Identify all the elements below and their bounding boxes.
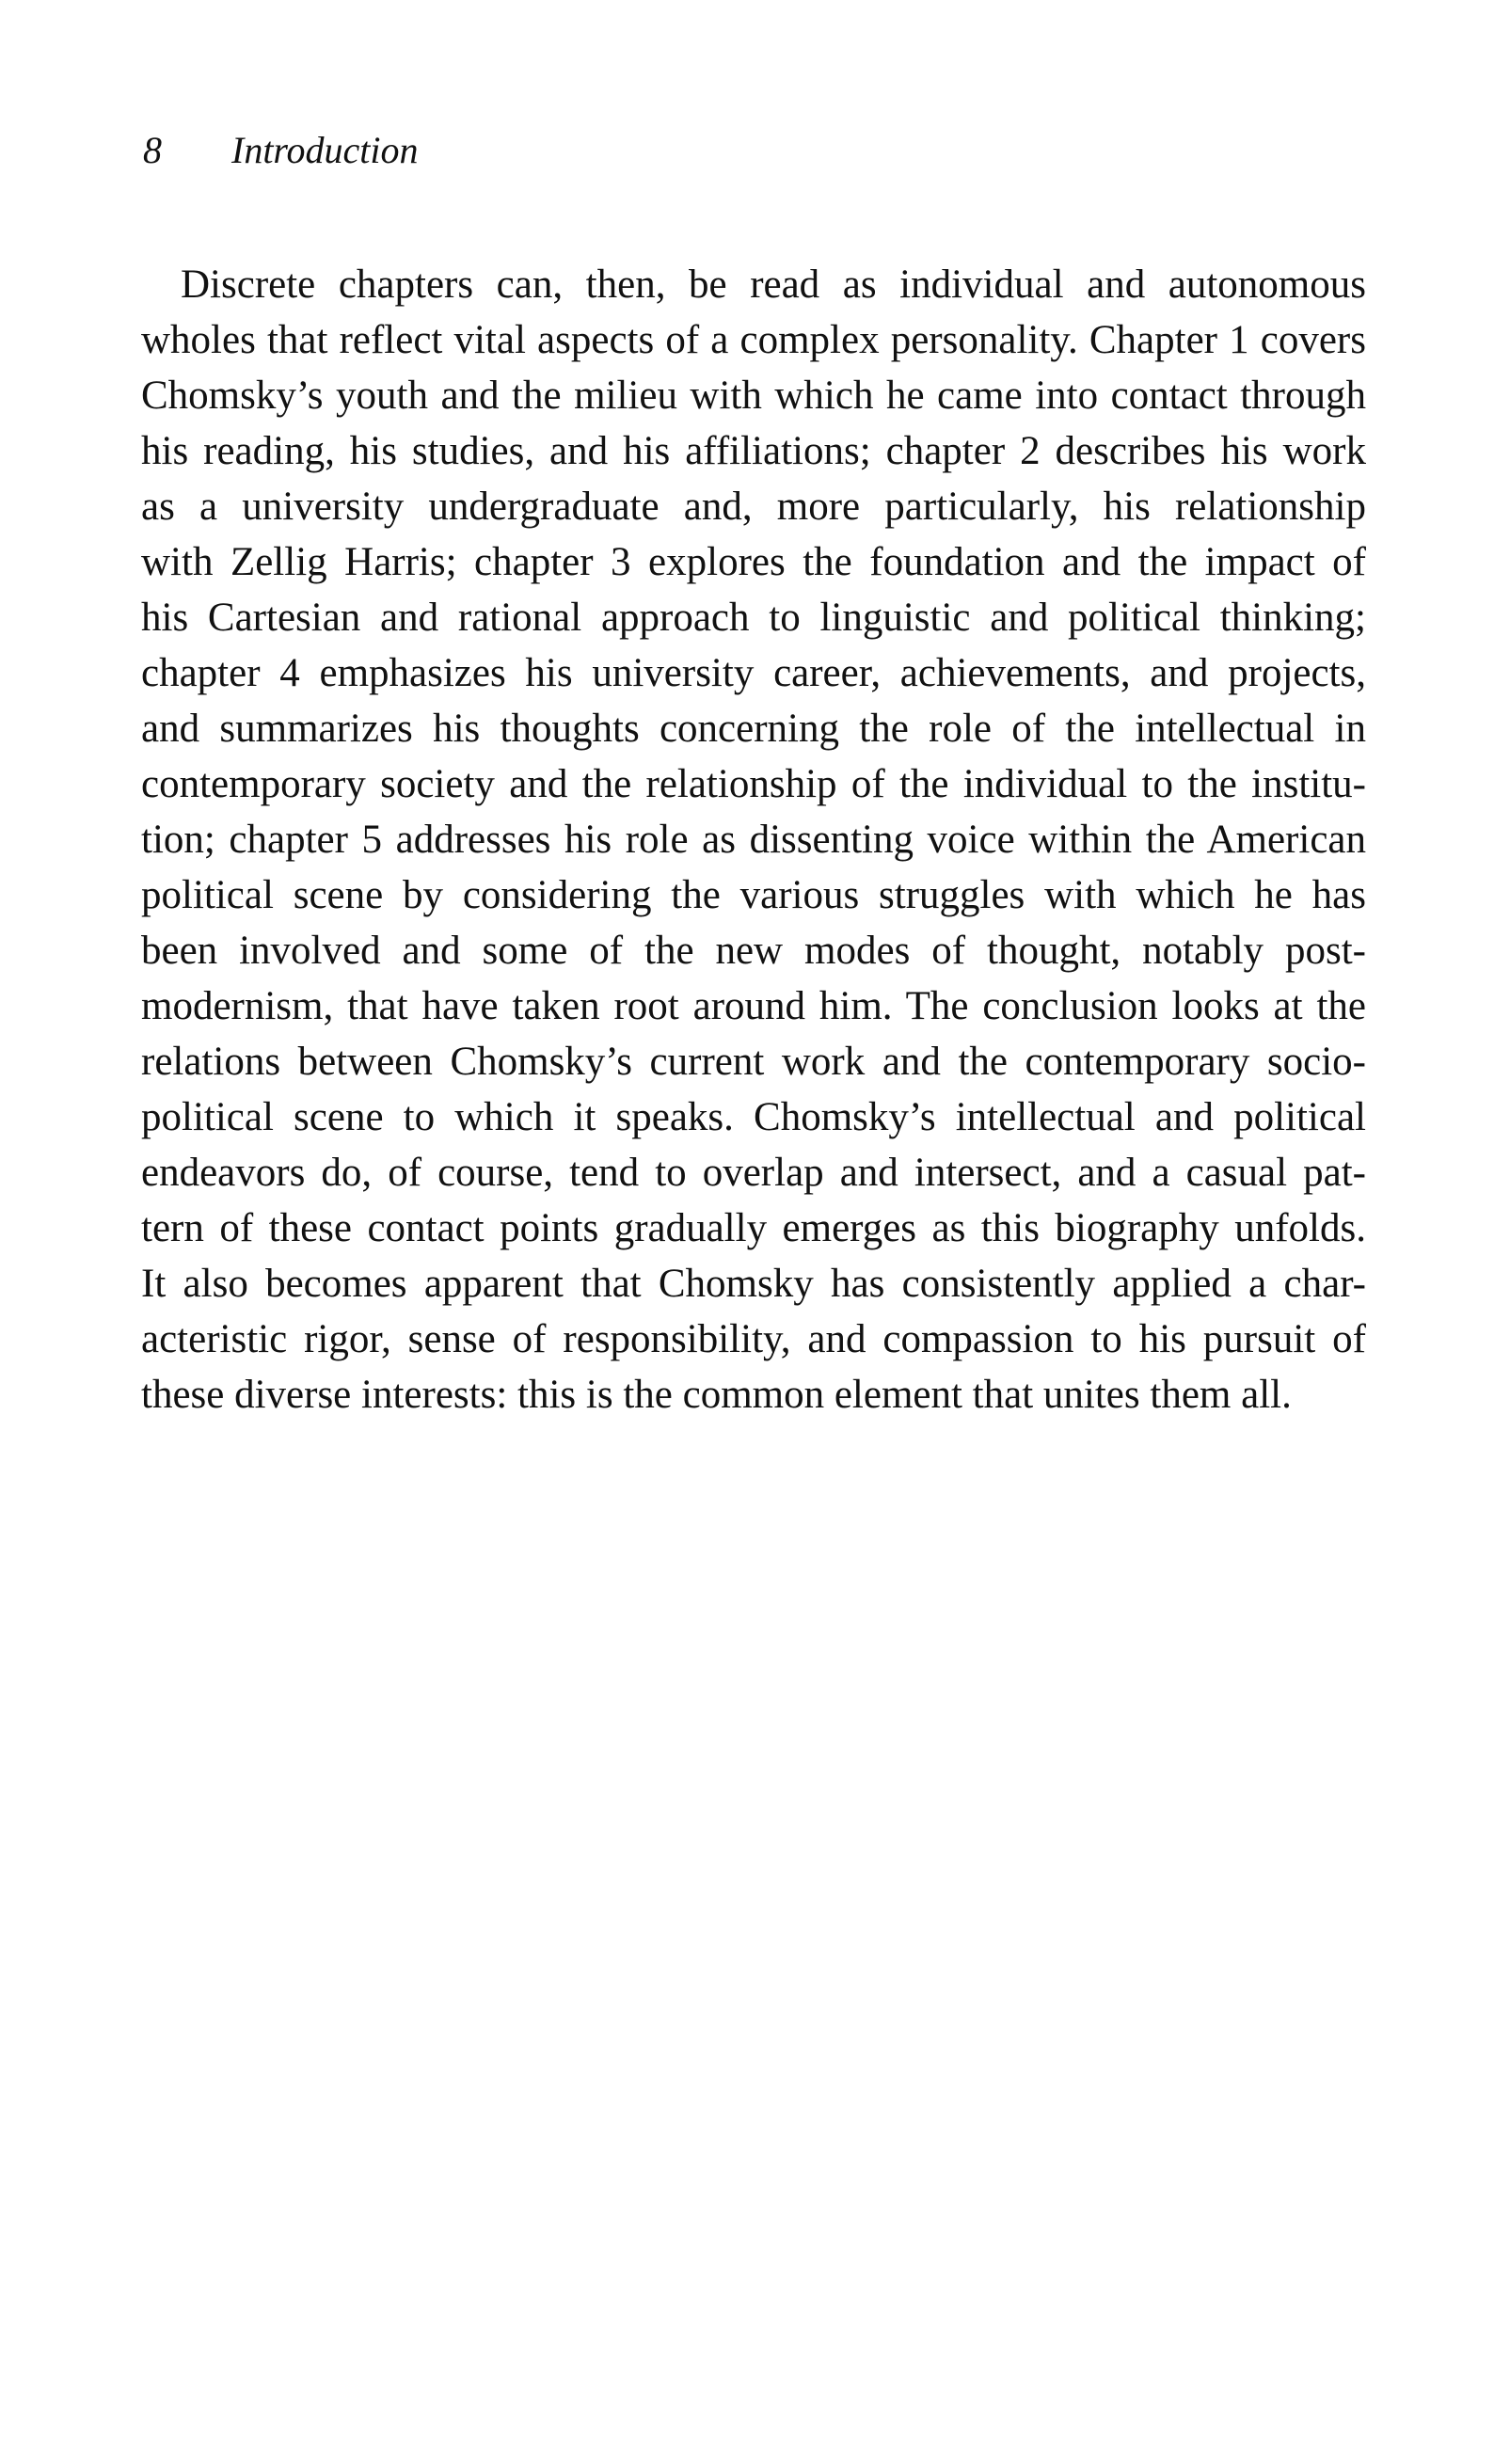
text-line: modernism, that have taken root around him. The conclusion looks at the (141, 984, 1366, 1028)
text-line: tion; chapter 5 addresses his role as dissenting voice within the American (141, 818, 1366, 862)
text-line: Discrete chapters can, then, be read as individual and autonomous (181, 262, 1366, 307)
text-line: It also becomes apparent that Chomsky has consistently applied a char- (141, 1262, 1366, 1306)
running-head (143, 129, 419, 188)
text-line: acteristic rigor, sense of responsibility, and compassion to his pursuit of (141, 1317, 1366, 1361)
text-line: been involved and some of the new modes of thought, notably post- (141, 929, 1366, 973)
page-number: 8 (143, 129, 162, 171)
body-paragraph (141, 257, 1366, 1423)
text-line: his Cartesian and rational approach to linguistic and political thinking; (141, 596, 1366, 640)
text-line: and summarizes his thoughts concerning the role of the intellectual in (141, 707, 1366, 751)
text-line: political scene by considering the various struggles with which he has (141, 873, 1366, 917)
text-line: chapter 4 emphasizes his university career, achievements, and projects, (141, 651, 1366, 695)
text-line: as a university undergraduate and, more particularly, his relationship (141, 485, 1366, 529)
text-line: wholes that reflect vital aspects of a complex personality. Chapter 1 covers (141, 318, 1366, 362)
text-line: Chomsky’s youth and the milieu with which he came into contact through (141, 374, 1366, 418)
text-line: his reading, his studies, and his affiliations; chapter 2 describes his work (141, 429, 1366, 473)
text-line: with Zellig Harris; chapter 3 explores the foundation and the impact of (141, 540, 1366, 584)
text-line: political scene to which it speaks. Chomsky’s intellectual and political (141, 1095, 1366, 1139)
text-line: endeavors do, of course, tend to overlap and intersect, and a casual pat- (141, 1151, 1366, 1195)
text-line: these diverse interests: this is the common element that unites them all. (141, 1373, 1292, 1417)
text-line: contemporary society and the relationship of the individual to the institu- (141, 762, 1366, 806)
text-line: tern of these contact points gradually emerges as this biography unfolds. (141, 1206, 1366, 1250)
text-line: relations between Chomsky’s current work and the contemporary socio- (141, 1040, 1366, 1084)
section-title: Introduction (231, 129, 419, 171)
